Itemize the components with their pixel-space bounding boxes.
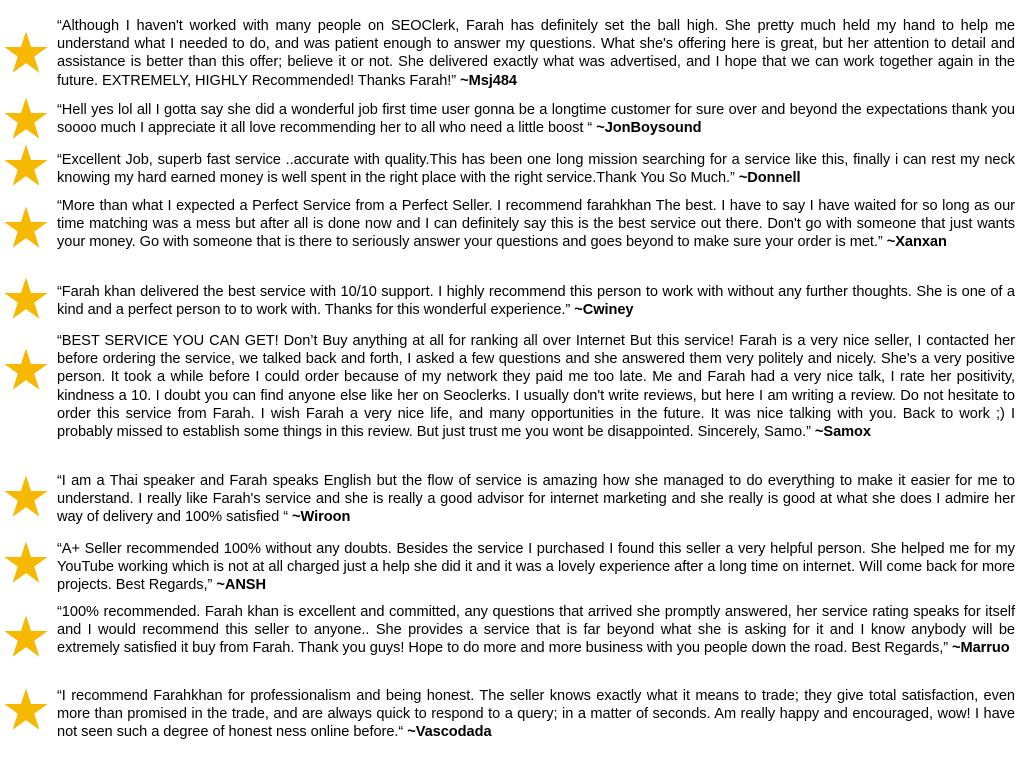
star-icon — [3, 143, 49, 189]
review-author: ~ANSH — [216, 577, 266, 594]
star-icon — [3, 347, 49, 393]
review-author: ~Vascodada — [407, 724, 492, 741]
star-icon — [3, 540, 49, 586]
review-body: “More than what I expected a Perfect Service from a Perfect Seller. I recommend farahkhan The best. I have to say I have waited for so long as our time matching was a mess but after all is done now and I can definitely say this is the best service out there. Don't go with someone that just wants your money. Go with someone that is there to seriously answer your questions and goes beyond to make sure your order is met.” — [57, 198, 1015, 251]
review-text — [57, 472, 1015, 527]
review-text — [57, 687, 1015, 742]
star-icon — [3, 614, 49, 660]
review-text — [57, 151, 1015, 187]
review-text — [57, 17, 1015, 90]
review-author: ~Cwiney — [574, 302, 634, 319]
review-text — [57, 101, 1015, 137]
review-author: ~Msj484 — [460, 72, 517, 89]
star-icon — [3, 30, 49, 76]
review-body: “A+ Seller recommended 100% without any doubts. Besides the service I purchased I found this seller a very helpful person. She helped me for my YouTube working which is not at all charged just a help she did it and it was a lovely experience after a long time on internet. Will come back for more projects. Best Regards,” — [57, 541, 1015, 594]
review-author: ~JonBoysound — [596, 120, 702, 137]
star-icon — [3, 205, 49, 251]
review-body: “Farah khan delivered the best service with 10/10 support. I highly recommend this person to work with without any further thoughts. She is one of a kind and a perfect person to to work with. Thanks for this wonderful experience.” — [57, 284, 1015, 319]
review-body: “I am a Thai speaker and Farah speaks English but the flow of service is amazing how she managed to do everything to make it easier for me to understand. I really like Farah's service and she is really a good advisor for internet marketing and she really is good at what she does I admire her way of delivery and 100% satisfied “ — [57, 473, 1015, 526]
review-text — [57, 332, 1015, 441]
review-text — [57, 540, 1015, 595]
star-icon — [3, 276, 49, 322]
review-body: “BEST SERVICE YOU CAN GET! Don’t Buy anything at all for ranking all over Internet But this service! Farah is a very nice seller, I contacted her before ordering the service, we talked back and forth, I asked a few questions and she answered them very politely and nicely. She's a very positive person. It took a while before I could order because of my network they paid me too late. Me and Farah had a very nice talk, I rate her positivity, kindness a 10. I doubt you can find anyone else like her on Seoclerks. I usually don't write reviews, but here I am writing a review. Do not hesitate to order this service from Farah. I wish Farah a very nice life, and many opportunities in the future. It was nice talking with you. Back to work ;) I probably missed to establish some things in this review. But just trust me you wont be disappointed. Sincerely, Samo.” — [57, 333, 1015, 441]
star-icon — [3, 687, 49, 733]
review-text — [57, 603, 1015, 658]
review-author: ~Donnell — [738, 170, 801, 187]
review-author: ~Xanxan — [886, 234, 947, 251]
review-body: “100% recommended. Farah khan is excellent and committed, any questions that arrived she promptly answered, her service rating speaks for itself and I would recommend this seller to anyone.. She provides a service that is far beyond what she is asking for it and I know anybody will be extremely satisfied it buy from Farah. Thank you guys! Hope to do more and more business with you people down the road. Best Regards,” — [57, 604, 1015, 657]
review-body: “I recommend Farahkhan for professionalism and being honest. The seller knows exactly what it means to trade; they give total satisfaction, even more than promised in the trade, and are always quick to respond to a query; in a matter of seconds. Am really happy and encouraged, wow! I have not seen such a degree of honest ness online before.“ — [57, 688, 1015, 741]
review-body: “Although I haven't worked with many people on SEOClerk, Farah has definitely set the ball high. She pretty much held my hand to help me understand what I needed to do, and was patient enough to answer my questions. What she's offering here is great, but her attention to detail and assistance is better than this offer; believe it or not. She delivered exactly what was advertised, and I hope that we can work together again in the future. EXTREMELY, HIGHLY Recommended! Thanks Farah!” — [57, 18, 1015, 89]
review-author: ~Samox — [814, 424, 871, 441]
review-text — [57, 197, 1015, 252]
star-icon — [3, 96, 49, 142]
review-body: “Excellent Job, superb fast service ..accurate with quality.This has been one long mission searching for a service like this, finally i can rest my neck knowing my hard earned money is well spent in the right place with the right service.Thank You So Much.” — [57, 152, 1015, 187]
review-text — [57, 283, 1015, 319]
star-icon — [3, 474, 49, 520]
review-author: ~Wiroon — [292, 509, 351, 526]
review-body: “Hell yes lol all I gotta say she did a wonderful job first time user gonna be a longtime customer for sure over and beyond the expectations thank you soooo much I appreciate it all love recommending her to all who need a little boost “ — [57, 102, 1015, 137]
review-author: ~Marruo — [952, 640, 1010, 657]
